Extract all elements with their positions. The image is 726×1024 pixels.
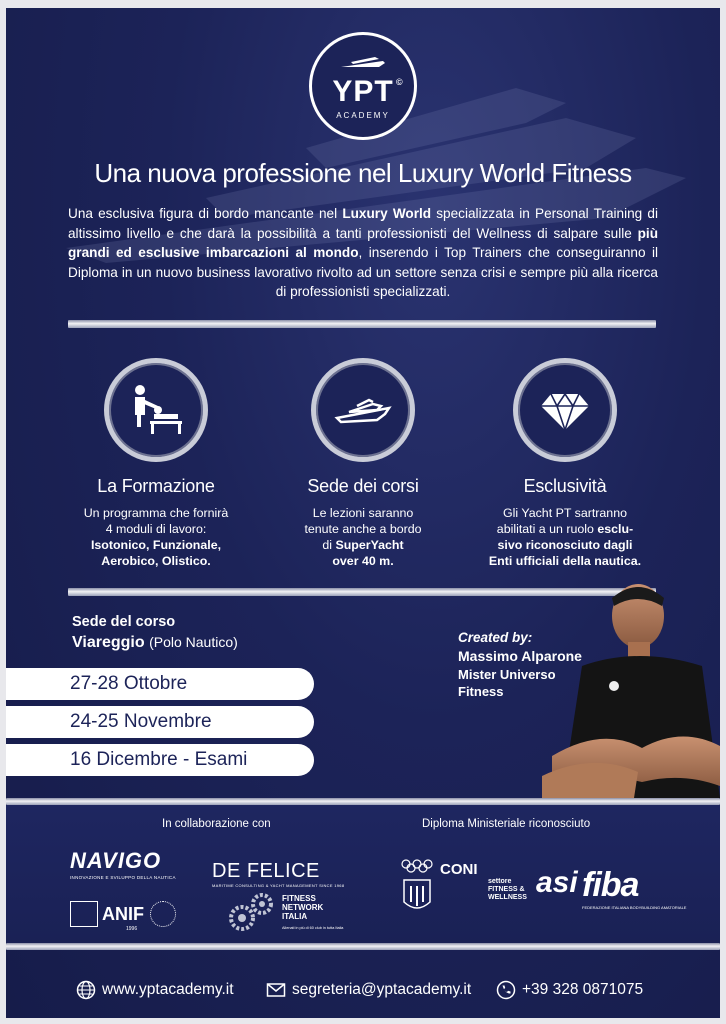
asi-sector-label: settore FITNESS & WELLNESS [488, 878, 527, 901]
envelope-icon [266, 980, 286, 1000]
feature-icon-circle [513, 358, 617, 462]
navigo-logo [70, 848, 194, 880]
feature-description [263, 505, 463, 569]
anif-year: 1996 [126, 926, 138, 932]
eu-stars-icon [150, 901, 176, 927]
intro-paragraph [68, 204, 658, 302]
fni-line: ITALIA [282, 912, 308, 921]
feature-bold: sivo riconosciuto dagli [497, 538, 633, 552]
feature-line: Le lezioni saranno [312, 506, 414, 520]
course-city: Viareggio [72, 634, 145, 651]
fni-line: FITNESS [282, 894, 316, 903]
feature-icon-circle [311, 358, 415, 462]
globe-icon [76, 980, 96, 1000]
feature-line: Un programma che fornirà [83, 506, 229, 520]
yacht-icon [333, 380, 393, 440]
creator-by-label: Created by: [458, 630, 533, 645]
feature-title: La Formazione [97, 476, 215, 496]
contact-email[interactable] [266, 980, 471, 1000]
defelice-tagline: MARITIME CONSULTING & YACHT MANAGEMENT SINCE 1968 [212, 883, 345, 888]
fitness-network-italia-logo [226, 890, 343, 934]
feature-line: 4 moduli di lavoro: [105, 522, 207, 536]
date-pill: 16 Dicembre - Esami [6, 744, 314, 776]
logo-yacht-icon [339, 53, 387, 71]
course-city-note: (Polo Nautico) [149, 634, 238, 650]
logo-brand: YPT [332, 74, 394, 108]
intro-text-1: Una esclusiva figura di bordo mancante nel [68, 206, 343, 221]
logo-registered: © [396, 76, 404, 87]
feature-bold: esclu- [597, 522, 634, 536]
phone-icon [496, 980, 516, 1000]
feature-bold: Enti ufficiali della nautica. [488, 554, 642, 568]
date-pill: 24-25 Novembre [6, 706, 314, 738]
intro-text-3: , inserendo i Top Trainers che conseguiranno il Diploma in un nuovo business lavorativo rivolto ad un settore senza crisi e sempre più alla ricerca di professionisti specializzati. [68, 245, 658, 299]
diploma-label: Diploma Ministeriale riconosciuto [422, 818, 591, 830]
logo-academy: ACADEMY [336, 110, 390, 120]
feature-description [56, 505, 256, 569]
email-link[interactable]: segreteria@yptacademy.it [292, 981, 472, 998]
collaboration-label: In collaborazione con [162, 818, 271, 830]
website-link[interactable]: www.yptacademy.it [102, 981, 234, 998]
divider [68, 320, 656, 328]
feature-line: tenute anche a bordo [304, 522, 422, 536]
feature-formazione [56, 358, 256, 569]
course-location [72, 634, 238, 652]
course-location-label: Sede del corso [72, 614, 176, 630]
intro-text-2: specializzata in Personal Training di altissimo livello e che darà la possibilità a tanti professionisti del Wellness di salpare sulle [68, 206, 658, 241]
feature-bold: SuperYacht [335, 538, 404, 552]
fni-tagline: Allenati in più di 60 club in tutta Italia [282, 926, 344, 930]
feature-line: di [322, 538, 336, 552]
asi-wordmark: asi [536, 866, 578, 899]
feature-esclusivita [465, 358, 665, 569]
flyer [6, 8, 720, 1018]
coni-wordmark: CONI [440, 861, 478, 878]
fiba-wordmark: fiba [582, 866, 639, 904]
fiba-logo [582, 866, 686, 910]
divider [6, 798, 720, 805]
intro-bold-2: più grandi ed esclusive imbarcazioni al mondo [68, 225, 658, 260]
creator-name: Massimo Alparone [458, 648, 582, 664]
feature-title: Sede dei corsi [307, 476, 419, 496]
feature-bold: over 40 m. [332, 554, 394, 568]
headline: Una nuova professione nel Luxury World Fitness [94, 158, 632, 188]
anif-mark-icon [70, 901, 98, 927]
coni-shield-icon [400, 858, 434, 914]
feature-bold: Isotonico, Funzionale, [90, 538, 222, 552]
gears-icon [226, 890, 278, 934]
feature-title: Esclusività [523, 476, 607, 496]
divider [6, 943, 720, 950]
anif-wordmark: ANIF [102, 903, 144, 924]
feature-description [465, 505, 665, 569]
navigo-wordmark: NAVIGO [70, 848, 162, 873]
defelice-wordmark: DE FELICE [212, 860, 320, 882]
trainer-photo [542, 576, 720, 798]
trainer-icon [126, 380, 186, 440]
contact-website[interactable] [76, 980, 234, 1000]
contact-phone[interactable] [496, 980, 643, 1000]
navigo-tagline: INNOVAZIONE E SVILUPPO DELLA NAUTICA [70, 875, 176, 880]
ypt-academy-logo [309, 32, 417, 140]
date-pill: 27-28 Ottobre [6, 668, 314, 700]
feature-bold: Aerobico, Olistico. [101, 554, 211, 568]
anif-logo [70, 894, 196, 934]
creator-title-line: Mister Universo [458, 667, 556, 682]
phone-number[interactable]: +39 328 0871075 [522, 981, 644, 998]
diamond-icon [535, 380, 595, 440]
intro-bold-1: Luxury World [342, 206, 432, 221]
feature-line: Gli Yacht PT sartranno [503, 506, 627, 520]
feature-sede [263, 358, 463, 569]
fiba-tagline: FEDERAZIONE ITALIANA BODYBUILDING AMATORIALE [582, 905, 687, 910]
coni-logo [400, 858, 478, 914]
creator-title-line: Fitness [458, 684, 504, 699]
asi-logo [488, 866, 578, 901]
feature-icon-circle [104, 358, 208, 462]
defelice-logo [212, 860, 344, 888]
feature-line: abilitati a un ruolo [496, 522, 598, 536]
fni-line: NETWORK [282, 903, 324, 912]
